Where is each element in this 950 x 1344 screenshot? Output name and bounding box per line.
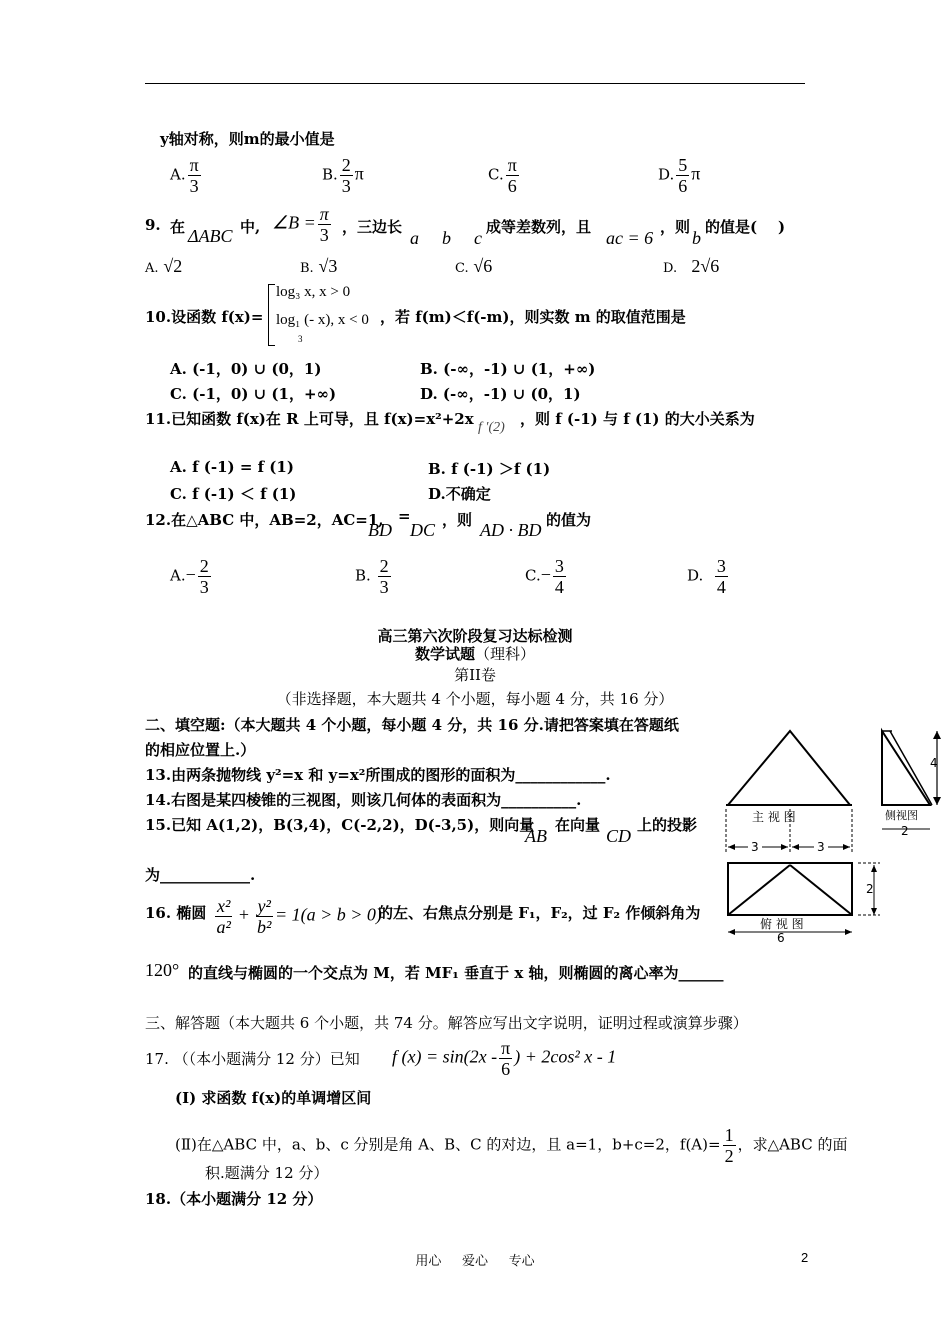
q16-text-d: 的直线与椭圆的一个交点为 M，若 MF₁ 垂直于 x 轴，则椭圆的离心率为______ xyxy=(188,964,724,982)
q9-text6: 的值是( ) xyxy=(705,218,786,236)
q12-dc: DC xyxy=(410,520,436,540)
header-rule xyxy=(145,83,805,84)
q10-option-c: C. (-1，0) ∪ (1，+∞) xyxy=(170,385,337,403)
three-view-figure xyxy=(720,725,945,950)
q8-option-d: D. $\frac{5}{6}$ π xyxy=(658,155,701,196)
section2-line2: 的相应位置上.） xyxy=(145,741,256,759)
section3-line: 三、解答题（本大题共 6 个小题，共 74 分。解答应写出文字说明，证明过程或演算步骤） xyxy=(145,1014,748,1032)
depth-2-label: 2 xyxy=(866,882,874,896)
q12-text: 12.在△ABC 中，AB=2，AC=1, xyxy=(145,511,384,529)
q8-option-c: C. $\frac{\pi}{6}$ xyxy=(488,155,517,196)
q17-function: f (x) = sin(2x - $\frac{\pi}{6}$ ) + 2cos² x - 1 xyxy=(392,1038,617,1079)
q9-side-b: b xyxy=(442,228,451,248)
q16-text-a: 16. 椭圆 xyxy=(145,904,207,922)
q10-case2-sub: 3 xyxy=(298,334,303,344)
q16-ellipse-eq: $\frac{\text{x²}}{\text{a²}}$ + $\frac{\text{y²}}{\text{b²}}$ = 1(a > b > 0) xyxy=(216,896,382,937)
figure-bg xyxy=(720,725,945,950)
q9-side-b2: b xyxy=(692,228,701,248)
q12-bd: BD xyxy=(368,520,392,540)
q11-option-a: A. f (-1) = f (1) xyxy=(170,458,294,476)
width-3b-label: 3 xyxy=(817,840,825,854)
q15-text-a: 15.已知 A(1,2)，B(3,4)，C(-2,2)，D(-3,5)，则向量 xyxy=(145,816,535,834)
q10-option-b: B. (-∞，-1) ∪ (1，+∞) xyxy=(420,360,596,378)
volume-note: （非选择题，本大题共 4 个小题，每小题 4 分，共 16 分） xyxy=(276,690,674,708)
q14-text: 14.右图是某四棱锥的三视图，则该几何体的表面积为__________. xyxy=(145,791,582,809)
volume-label: 第II卷 xyxy=(454,666,496,684)
q8-tail: y轴对称，则m的最小值是 xyxy=(160,130,335,148)
q10-suffix: ，若 f(m)＜f(-m)，则实数 m 的取值范围是 xyxy=(380,308,686,326)
q9-angle: ∠B = $\frac{\pi}{3}$ xyxy=(272,204,329,245)
width-6-label: 6 xyxy=(777,931,785,945)
q9-option-d: D. 2√6 xyxy=(663,256,720,276)
q15-vector-cd: CD xyxy=(606,826,632,846)
q12-option-a: A.− $\frac{2}{3}$ xyxy=(170,556,209,597)
q9-equation: ac = 6 xyxy=(606,228,654,248)
q15-text-b: 在向量 xyxy=(555,816,601,834)
q17-part1: (Ⅰ) 求函数 f(x)的单调增区间 xyxy=(175,1089,372,1107)
top-view-label: 俯 视 图 xyxy=(760,917,804,931)
q17-part2: (Ⅱ)在△ABC 中，a、b、c 分别是角 A、B、C 的对边，且 a=1，b+c=2，f(A)= $\frac{1}{2}$ ，求△ABC 的面 xyxy=(175,1125,848,1166)
q9-side-c: c xyxy=(474,228,482,248)
q8-option-a: A. $\frac{\pi}{3}$ xyxy=(170,155,199,196)
q9-text5: ，则 xyxy=(660,218,691,236)
q12-option-c: C.− $\frac{3}{4}$ xyxy=(525,556,564,597)
q8-option-b: B. $\frac{2}{3}$ π xyxy=(322,155,364,196)
q17-text-a: 17. （（本小题满分 12 分）已知 xyxy=(145,1050,360,1068)
side-view-label: 侧视图 xyxy=(885,809,918,822)
q16-angle: 120° xyxy=(145,960,180,980)
q9-side-a: a xyxy=(410,228,419,248)
q18-text: 18.（本小题满分 12 分） xyxy=(145,1190,323,1208)
q11-fprime: f ′(2) xyxy=(478,420,505,435)
q9-text4: 成等差数列，且 xyxy=(486,218,592,236)
q10-option-d: D. (-∞，-1) ∪ (0，1) xyxy=(420,385,581,403)
exam-subtitle: 数学试题（理科） xyxy=(414,645,536,663)
q16-text-b: 的左、右焦点分别是 F₁，F₂，过 F₂ 作倾斜角为 xyxy=(378,904,701,922)
q17-part2-cont: 积.题满分 12 分） xyxy=(205,1164,329,1182)
q9-text3: ，三边长 xyxy=(342,218,403,236)
section2-line1: 二、填空题:（本大题共 4 个小题，每小题 4 分，共 16 分.请把答案填在答题纸 xyxy=(145,716,679,734)
front-view-label: 主 视 图 xyxy=(752,810,796,824)
width-3a-label: 3 xyxy=(751,840,759,854)
q9-option-c: C. √6 xyxy=(455,256,493,276)
q11-text: 11.已知函数 f(x)在 R 上可导，且 f(x)=x²+2x xyxy=(145,410,474,428)
q12-tail: 的值为 xyxy=(546,511,592,529)
q11-option-b: B. f (-1) ＞f (1) xyxy=(428,460,551,478)
q11-option-c: C. f (-1) ＜ f (1) xyxy=(170,485,297,503)
q9-option-b: B. √3 xyxy=(300,256,338,276)
q15-vector-ab: AB xyxy=(525,826,547,846)
q9-text1: 在 xyxy=(170,218,186,236)
q12-option-b: B. $\frac{2}{3}$ xyxy=(355,556,389,597)
q9-number: 9. xyxy=(145,216,161,234)
q10-option-a: A. (-1，0) ∪ (0，1) xyxy=(170,360,322,378)
q12-option-d: D. $\frac{3}{4}$ xyxy=(687,556,726,597)
exam-title: 高三第六次阶段复习达标检测 xyxy=(377,627,573,645)
q15-text-d: 为____________. xyxy=(145,866,256,884)
q11-tail: ，则 f (-1) 与 f (1) 的大小关系为 xyxy=(520,410,755,428)
q10-brace xyxy=(268,284,275,346)
q13-text: 13.由两条抛物线 y²=x 和 y=x²所围成的图形的面积为____________. xyxy=(145,766,611,784)
footer-motto: 用心 爱心 专心 xyxy=(415,1254,535,1269)
q12-dot: AD · BD xyxy=(480,520,542,540)
q10-prefix: 10.设函数 f(x)= xyxy=(145,308,264,326)
height-4-label: 4 xyxy=(930,756,938,770)
q15-text-c: 上的投影 xyxy=(637,816,698,834)
q11-option-d: D.不确定 xyxy=(428,485,491,503)
q9-option-a: A. √2 xyxy=(145,256,183,276)
q9-triangle: ΔABC xyxy=(188,226,233,246)
q12-eq: = xyxy=(398,507,411,525)
page-number: 2 xyxy=(801,1250,809,1265)
q9-text2: 中, xyxy=(240,218,261,236)
q10-case2: log₁ (- x), x < 0 xyxy=(276,312,369,328)
q10-case1: log₃ x, x > 0 xyxy=(276,284,351,300)
q12-then: ，则 xyxy=(442,511,473,529)
side-width-label: 2 xyxy=(901,824,909,838)
